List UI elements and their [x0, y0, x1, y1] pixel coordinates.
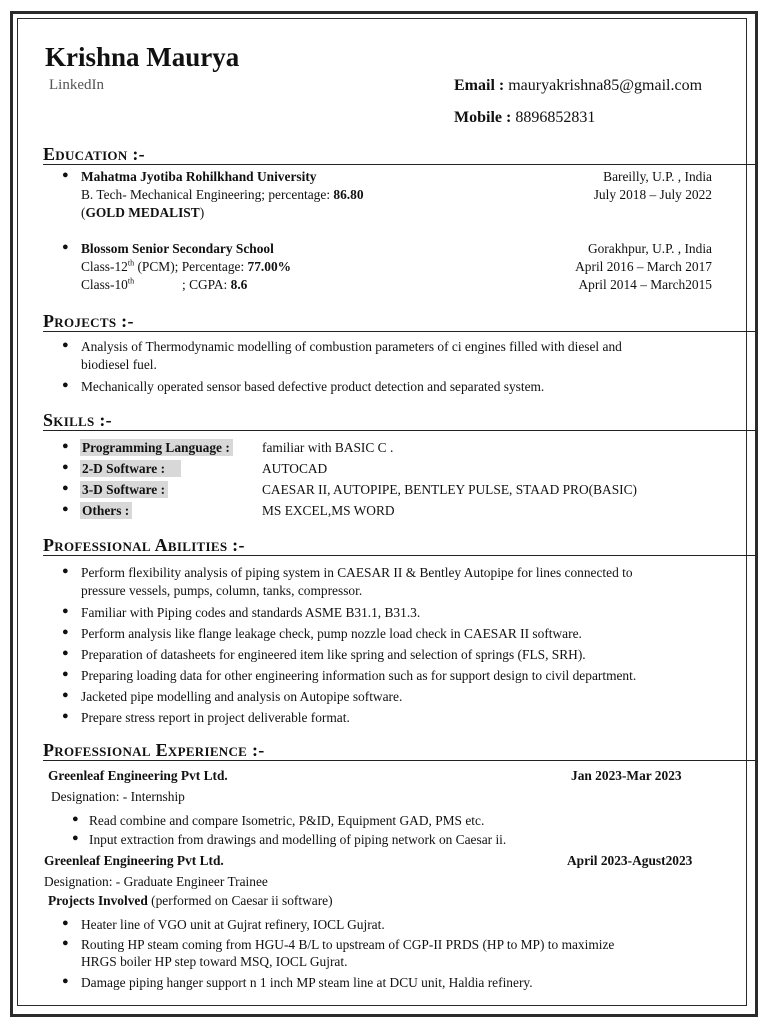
- job1-item: Input extraction from drawings and modelling of piping network on Caesar ii.: [89, 832, 507, 847]
- class12-dates: April 2016 – March 2017: [575, 259, 712, 274]
- bullet-icon: ●: [62, 710, 69, 722]
- bullet-icon: ●: [62, 169, 69, 181]
- class10-cgpa: ; CGPA: 8.6: [182, 277, 248, 292]
- skills-divider: [43, 430, 756, 431]
- bullet-icon: ●: [62, 241, 69, 253]
- abilities-divider: [43, 555, 756, 556]
- education-heading: Education :-: [43, 144, 145, 164]
- bullet-icon: ●: [62, 647, 69, 659]
- school-location: Gorakhpur, U.P. , India: [587, 241, 712, 256]
- bullet-icon: ●: [62, 689, 69, 701]
- project-item: Analysis of Thermodynamic modelling of combustion parameters of ci engines filled with diesel and: [81, 339, 622, 354]
- skills-heading: Skills :-: [43, 410, 112, 430]
- mobile-number: 8896852831: [515, 109, 596, 126]
- ability-item: Perform flexibility analysis of piping system in CAESAR II & Bentley Autopipe for lines connected to: [81, 565, 633, 580]
- bullet-icon: ●: [62, 482, 69, 494]
- job2-dates: April 2023-Agust2023: [567, 853, 693, 868]
- bullet-icon: ●: [62, 339, 69, 351]
- mobile-label: Mobile :: [454, 109, 512, 126]
- ability-item-cont: pressure vessels, pumps, column, tanks, compressor.: [81, 583, 363, 598]
- bullet-icon: ●: [62, 668, 69, 680]
- class10-dates: April 2014 – March2015: [578, 277, 712, 292]
- ability-item: Jacketed pipe modelling and analysis on Autopipe software.: [81, 689, 403, 704]
- candidate-name: Krishna Maurya: [45, 42, 240, 72]
- bullet-icon: ●: [62, 461, 69, 473]
- email-line: [454, 77, 702, 95]
- skill-value-3d: CAESAR II, AUTOPIPE, BENTLEY PULSE, STAAD PRO(BASIC): [262, 482, 638, 497]
- ability-item: Preparation of datasheets for engineered item like spring and selection of springs (FLS, SRH).: [81, 647, 586, 662]
- bullet-icon: ●: [72, 813, 79, 825]
- experience-heading: Professional Experience :-: [43, 740, 265, 760]
- job2-company: Greenleaf Engineering Pvt Ltd.: [44, 853, 224, 868]
- projects-heading: Projects :-: [43, 311, 134, 331]
- bullet-icon: ●: [62, 605, 69, 617]
- class12-line: Class-12th (PCM); Percentage: 77.00%: [81, 258, 292, 274]
- university-name: Mahatma Jyotiba Rohilkhand University: [81, 169, 317, 184]
- project-item: Mechanically operated sensor based defective product detection and separated system.: [81, 379, 545, 394]
- ability-item: Perform analysis like flange leakage check, pump nozzle load check in CAESAR II software.: [81, 626, 582, 641]
- skill-label-3d: 3-D Software :: [80, 481, 168, 499]
- experience-divider: [43, 760, 756, 761]
- bullet-icon: ●: [62, 440, 69, 452]
- bullet-icon: ●: [62, 503, 69, 515]
- skill-value-programming: familiar with BASIC C .: [262, 440, 394, 455]
- skill-value-others: MS EXCEL,MS WORD: [262, 503, 395, 518]
- class10-line: Class-10th: [81, 276, 135, 292]
- university-location: Bareilly, U.P. , India: [603, 169, 712, 184]
- skill-value-2d: AUTOCAD: [262, 461, 328, 476]
- job2-item: Damage piping hanger support n 1 inch MP steam line at DCU unit, Haldia refinery.: [81, 975, 533, 990]
- email-label: Email :: [454, 77, 505, 94]
- school-name: Blossom Senior Secondary School: [81, 241, 274, 256]
- skill-label-2d: 2-D Software :: [80, 460, 181, 478]
- bullet-icon: ●: [62, 975, 69, 987]
- linkedin-link[interactable]: LinkedIn: [49, 77, 104, 93]
- bullet-icon: ●: [72, 832, 79, 844]
- email-address[interactable]: mauryakrishna85@gmail.com: [508, 77, 703, 94]
- job2-item: Routing HP steam coming from HGU-4 B/L to upstream of CGP-II PRDS (HP to MP) to maximize: [81, 937, 615, 952]
- projects-divider: [43, 331, 756, 332]
- job1-company: Greenleaf Engineering Pvt Ltd.: [48, 768, 228, 783]
- job1-designation: Designation: - Internship: [51, 789, 185, 804]
- bullet-icon: ●: [62, 379, 69, 391]
- job1-item: Read combine and compare Isometric, P&ID, Equipment GAD, PMS etc.: [89, 813, 485, 828]
- abilities-heading: Professional Abilities :-: [43, 535, 245, 555]
- skill-label-programming: Programming Language :: [80, 439, 233, 457]
- mobile-line: [454, 109, 595, 127]
- job2-item: Heater line of VGO unit at Gujrat refinery, IOCL Gujrat.: [81, 917, 385, 932]
- education-divider: [43, 164, 756, 165]
- university-dates: July 2018 – July 2022: [593, 187, 712, 202]
- bullet-icon: ●: [62, 565, 69, 577]
- bullet-icon: ●: [62, 626, 69, 638]
- ability-item: Preparing loading data for other engineering information such as for support design to civil department.: [81, 668, 637, 683]
- job2-designation: Designation: - Graduate Engineer Trainee: [44, 874, 268, 889]
- bullet-icon: ●: [62, 937, 69, 949]
- university-degree: B. Tech- Mechanical Engineering; percentage: 86.80: [81, 187, 364, 202]
- ability-item: Familiar with Piping codes and standards ASME B31.1, B31.3.: [81, 605, 421, 620]
- skill-label-others: Others :: [80, 502, 132, 520]
- ability-item: Prepare stress report in project deliverable format.: [81, 710, 350, 725]
- project-item-cont: biodiesel fuel.: [81, 357, 157, 372]
- projects-involved: Projects Involved (performed on Caesar ii software): [48, 893, 333, 908]
- job2-item-cont: HRGS boiler HP step toward MSQ, IOCL Gujrat.: [81, 954, 348, 969]
- job1-dates: Jan 2023-Mar 2023: [571, 768, 682, 783]
- bullet-icon: ●: [62, 917, 69, 929]
- gold-medal: (GOLD MEDALIST): [81, 205, 205, 220]
